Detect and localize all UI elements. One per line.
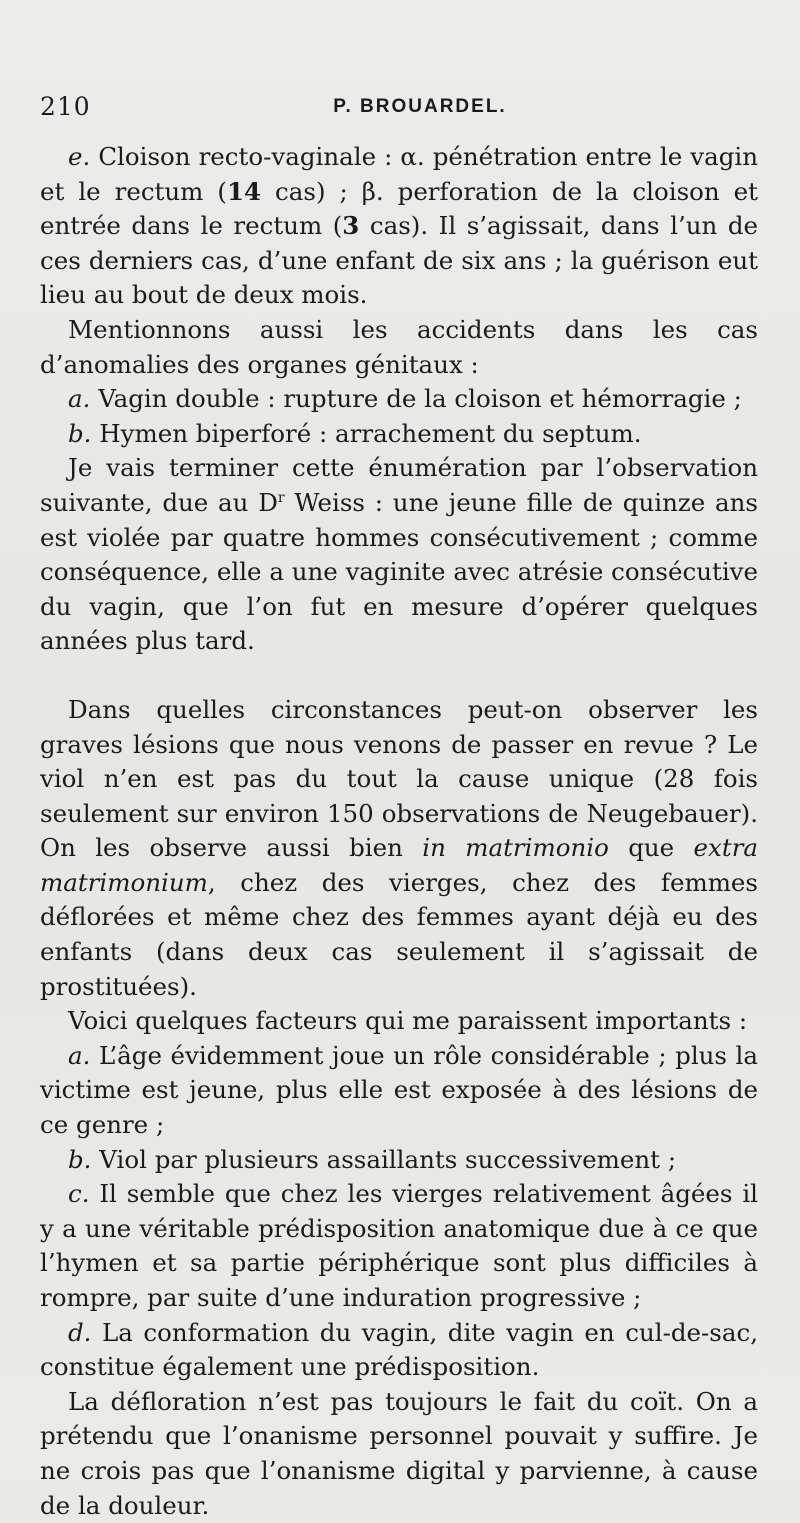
item-letter: a. xyxy=(68,384,91,414)
list-item-b-hymen xyxy=(40,417,758,452)
case-count: 3 xyxy=(342,211,360,241)
case-count: 14 xyxy=(226,176,262,206)
text-run: Viol par plusieurs assaillants successivement ; xyxy=(99,1144,677,1174)
text-run: La conformation du vagin, dite vagin en cul-de-sac, constitue également une prédisposition. xyxy=(40,1317,758,1382)
paragraph-e-cloison xyxy=(40,140,758,313)
paragraph-defloration: La défloration n’est pas toujours le fait du coït. On a prétendu que l’onanisme personnel pouvait y suffire. Je ne crois pas que l’onanisme digital y parvienne, à cause de la douleur. xyxy=(40,1386,758,1520)
page-header xyxy=(40,92,760,128)
item-letter: e. xyxy=(68,142,91,171)
text-run: Hymen biperforé : arrachement du septum. xyxy=(99,418,642,448)
paragraph-facteurs: Voici quelques facteurs qui me paraissent importants : xyxy=(68,1006,748,1036)
paragraph-anomalies: Mentionnons aussi les accidents dans les cas d’anomalies des organes génitaux : xyxy=(40,314,758,379)
text-run: L’âge évidemment joue un rôle considérable ; plus la victime est jeune, plus elle est exposée à des lésions de ce genre ; xyxy=(40,1040,758,1140)
text-run: cas) ; β. perforation de la cloison et entrée dans le rectum ( xyxy=(40,176,758,241)
text-run: Vagin double : rupture de la cloison et hémorragie ; xyxy=(98,384,742,414)
item-letter: b. xyxy=(68,418,92,448)
text-run: cas). Il s’agissait, dans l’un de ces derniers cas, d’une enfant de six ans ; la guérison eut lieu au bout de deux mois. xyxy=(40,211,758,310)
text-run: que xyxy=(608,833,694,863)
list-item-c-vierges xyxy=(40,1177,758,1315)
list-item-a-age xyxy=(40,1039,758,1143)
text-run: Dans quelles circonstances peut-on observer les graves lésions que nous venons de passer en revue ? Le viol n’en est pas du tout la cause unique (28 fois seulement sur environ 150 observations de Neugebauer). On les observe aussi bien xyxy=(40,694,758,863)
body-text xyxy=(40,140,758,1523)
text-run: Il semble que chez les vierges relativement âgées il y a une véritable prédisposition anatomique due à ce que l’hymen et sa partie périphérique sont plus difficiles à rompre, par suite d’une induration progressive ; xyxy=(40,1179,758,1312)
item-letter: c. xyxy=(68,1179,90,1209)
list-item-d-conformation xyxy=(40,1316,758,1385)
item-letter: a. xyxy=(68,1040,91,1070)
italic-term: extra matrimonium xyxy=(40,833,759,897)
page-number: 210 xyxy=(40,92,91,121)
italic-term: in matrimonio xyxy=(422,833,609,863)
text-run: , chez des vierges, chez des femmes déflorées et même chez des femmes ayant déjà eu des enfants (dans deux cas seulement il s’agissait de prostituées). xyxy=(40,867,758,1001)
list-item-b-viol xyxy=(40,1143,758,1178)
item-letter: d. xyxy=(68,1317,92,1347)
running-head: P. BROUARDEL. xyxy=(333,96,507,117)
list-item-a-vagin-double xyxy=(40,382,758,417)
superscript: r xyxy=(277,489,285,506)
text-run: Cloison recto-vaginale : α. pénétration entre le vagin et le rectum ( xyxy=(40,142,758,206)
paragraph-circonstances xyxy=(40,693,758,1004)
text-run: Je vais terminer cette énumération par l’observation suivante, due au D xyxy=(40,453,758,517)
paragraph-observation-weiss xyxy=(40,451,758,659)
item-letter: b. xyxy=(68,1144,92,1174)
text-run: Weiss : une jeune fille de quinze ans est violée par quatre hommes consécutivement ; comme conséquence, elle a une vaginite avec atrésie consécutive du vagin, que l’on fut en mesure d’opérer quelques années plus tard. xyxy=(40,487,758,656)
